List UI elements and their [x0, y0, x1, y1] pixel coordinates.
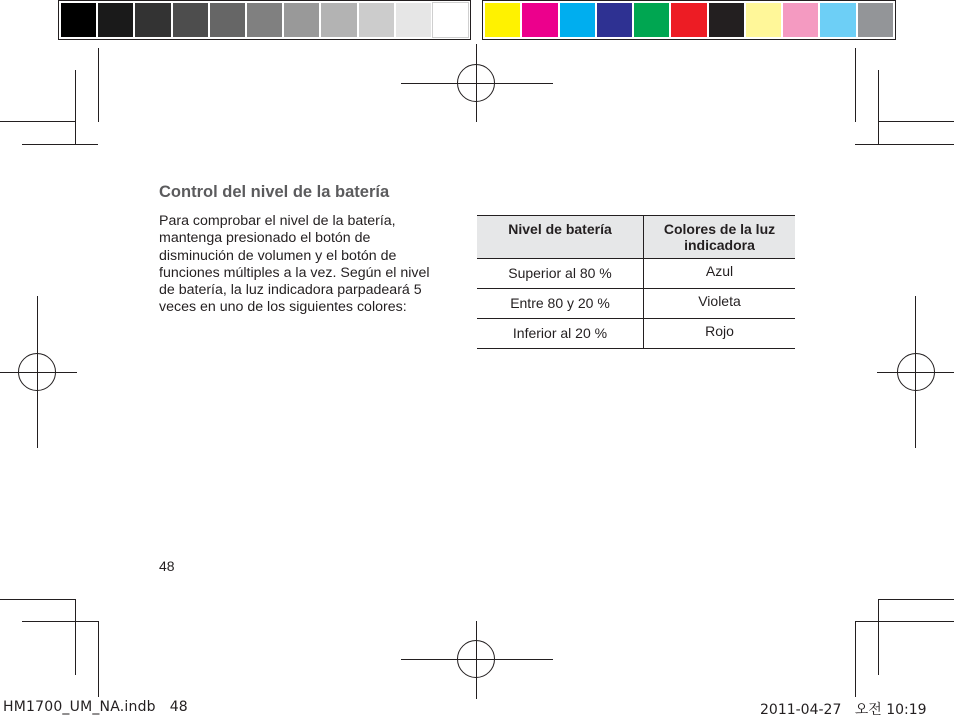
crop-mark	[878, 70, 879, 144]
color-swatch	[61, 3, 96, 37]
instruction-paragraph	[159, 213, 464, 317]
crop-mark	[878, 121, 954, 122]
crop-mark	[0, 121, 75, 122]
registration-mark-top	[401, 83, 553, 84]
crop-mark	[98, 621, 99, 697]
color-swatch	[597, 3, 632, 37]
table-header-row	[477, 216, 795, 259]
paragraph-line: mantenga presionado el botón de	[159, 230, 371, 247]
color-swatch	[671, 3, 706, 37]
table-cell: Violeta	[644, 289, 796, 319]
color-swatch	[247, 3, 282, 37]
paragraph-line: de batería, la luz indicadora parpadeará 5	[159, 282, 422, 299]
registration-mark-left	[0, 372, 77, 373]
color-swatch	[321, 3, 356, 37]
paragraph-line: Para comprobar el nivel de la batería,	[159, 213, 396, 229]
table-cell: Entre 80 y 20 %	[477, 289, 644, 319]
crop-mark	[22, 144, 98, 145]
color-swatch	[98, 3, 133, 37]
crop-mark	[855, 48, 856, 122]
color-swatch	[210, 3, 245, 37]
crop-mark	[855, 621, 954, 622]
crop-mark	[75, 599, 76, 675]
table-cell: Superior al 80 %	[477, 259, 644, 289]
registration-mark-top	[476, 44, 477, 122]
color-swatch	[522, 3, 557, 37]
registration-mark-bottom	[476, 621, 477, 699]
color-swatch	[858, 3, 893, 37]
column-header-battery-level: Nivel de batería	[477, 216, 644, 259]
table-row	[477, 259, 795, 289]
crop-mark	[878, 599, 954, 600]
grayscale-calibration-bar	[58, 0, 471, 40]
registration-mark-right	[915, 296, 916, 448]
section-heading: Control del nivel de la batería	[159, 183, 390, 201]
color-swatch	[135, 3, 170, 37]
table-cell: Rojo	[644, 319, 796, 349]
color-swatch	[173, 3, 208, 37]
color-swatch	[709, 3, 744, 37]
table-row	[477, 289, 795, 319]
table-row	[477, 319, 795, 349]
crop-mark	[0, 599, 75, 600]
battery-level-table	[477, 215, 795, 349]
color-swatch	[396, 3, 431, 37]
crop-mark	[22, 621, 98, 622]
color-swatch	[634, 3, 669, 37]
color-swatch	[359, 3, 394, 37]
paragraph-line: veces en uno de los siguientes colores:	[159, 299, 407, 316]
color-swatch	[560, 3, 595, 37]
color-swatch	[485, 3, 520, 37]
color-swatch	[746, 3, 781, 37]
crop-mark	[855, 144, 954, 145]
color-swatch	[433, 3, 468, 37]
registration-mark-left	[37, 296, 38, 448]
paragraph-line: disminución de volumen y el botón de	[159, 247, 397, 264]
color-swatch	[783, 3, 818, 37]
crop-mark	[98, 48, 99, 122]
color-calibration-bar	[482, 0, 896, 40]
color-swatch	[284, 3, 319, 37]
column-header-indicator-color: Colores de la luz indicadora	[644, 216, 796, 259]
table-cell: Inferior al 20 %	[477, 319, 644, 349]
crop-mark	[75, 70, 76, 144]
crop-mark	[855, 621, 856, 697]
paragraph-line: funciones múltiples a la vez. Según el nivel	[159, 264, 430, 281]
table-cell: Azul	[644, 259, 796, 289]
color-swatch	[820, 3, 855, 37]
page-number: 48	[159, 558, 175, 574]
registration-mark-bottom	[401, 659, 553, 660]
crop-mark	[878, 599, 879, 675]
footer-file-info: HM1700_UM_NA.indb 48	[3, 699, 188, 715]
footer-timestamp: 2011-04-27 오전 10:19	[760, 702, 927, 718]
